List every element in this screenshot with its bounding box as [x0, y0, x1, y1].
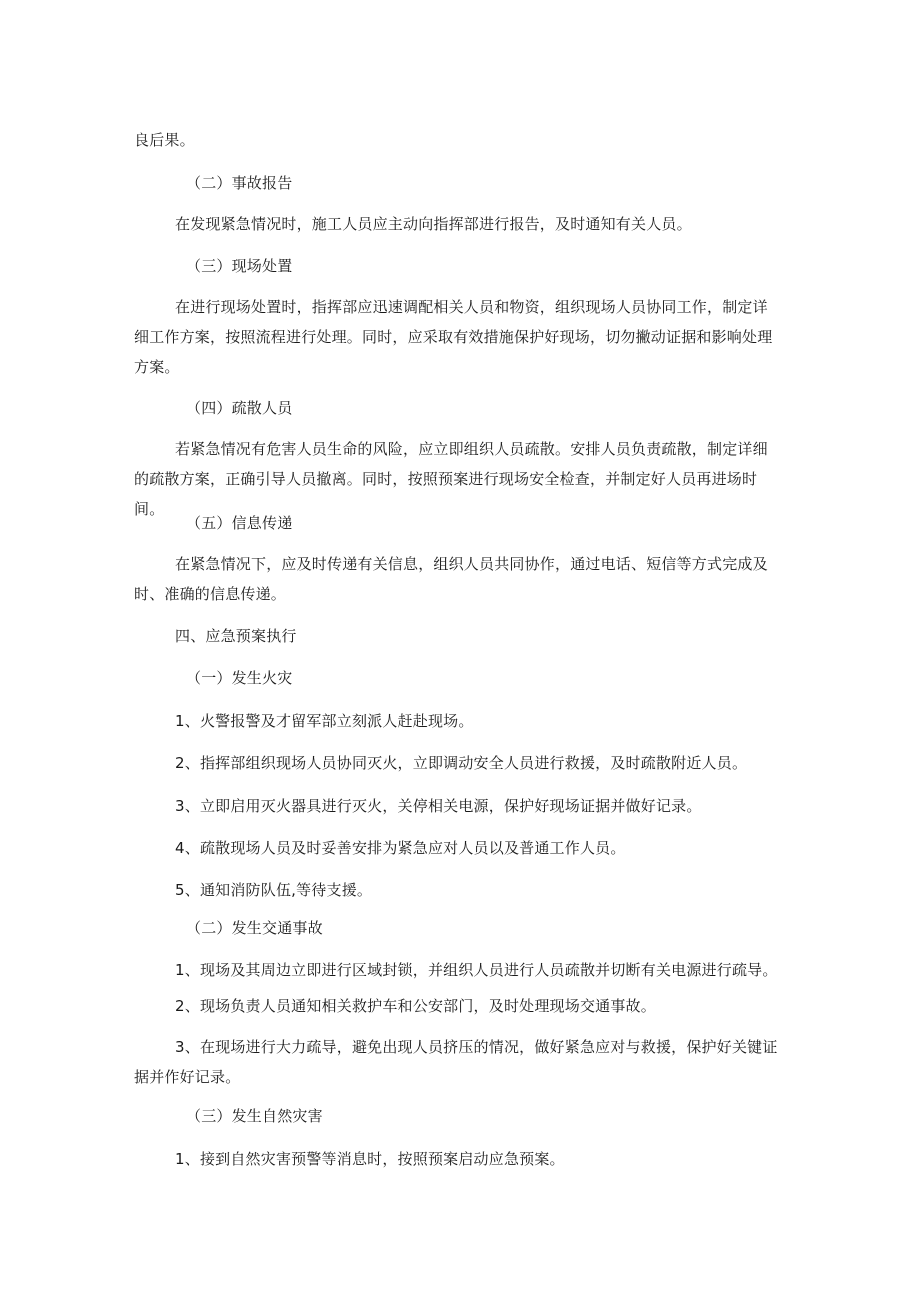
section-heading-fire: （一）发生火灾: [186, 669, 293, 687]
section-heading-traffic: （二）发生交通事故: [186, 919, 323, 937]
section-heading-incident-report: （二）事故报告: [186, 174, 293, 192]
section-heading-onsite-handling: （三）现场处置: [186, 257, 293, 275]
list-item-traffic-2: 2、现场负责人员通知相关救护车和公安部门，及时处理现场交通事故。: [175, 997, 656, 1015]
paragraph-continuation: 良后果。: [134, 131, 195, 149]
list-item-traffic-1: 1、现场及其周边立即进行区域封锁，并组织人员进行人员疏散并切断有关电源进行疏导。: [175, 961, 778, 979]
list-item-fire-1: 1、火警报警及才留军部立刻派人赶赴现场。: [175, 712, 474, 730]
paragraph-onsite-handling: 在进行现场处置时，指挥部应迅速调配相关人员和物资，组织现场人员协同工作，制定详细工作方案，按照流程进行处理。同时，应采取有效措施保护好现场，切勿撇动证据和影响处理方案。: [134, 298, 773, 376]
paragraph-evacuation: 若紧急情况有危害人员生命的风险，应立即组织人员疏散。安排人员负责疏散，制定详细的疏散方案，正确引导人员撤离。同时，按照预案进行现场安全检查，并制定好人员再进场时间。: [134, 440, 768, 518]
list-item-traffic-3: 3、在现场进行大力疏导，避免出现人员挤压的情况，做好紧急应对与救援，保护好关键证据并作好记录。: [134, 1038, 778, 1086]
section-heading-evacuation: （四）疏散人员: [186, 399, 293, 417]
list-item-fire-4: 4、疏散现场人员及时妥善安排为紧急应对人员以及普通工作人员。: [175, 839, 626, 857]
paragraph-info-transfer: 在紧急情况下，应及时传递有关信息，组织人员共同协作，通过电话、短信等方式完成及时、准确的信息传递。: [134, 555, 768, 603]
list-item-fire-5: 5、通知消防队伍,等待支援。: [175, 881, 373, 899]
list-item-disaster-1: 1、接到自然灾害预警等消息时，按照预案启动应急预案。: [175, 1150, 565, 1168]
section-heading-natural-disaster: （三）发生自然灾害: [186, 1107, 323, 1125]
list-item-fire-2: 2、指挥部组织现场人员协同灭火，立即调动安全人员进行救援，及时疏散附近人员。: [175, 754, 748, 772]
paragraph-incident-report: 在发现紧急情况时，施工人员应主动向指挥部进行报告，及时通知有关人员。: [175, 215, 692, 233]
section-heading-info-transfer: （五）信息传递: [186, 514, 293, 532]
chapter-heading-plan-execution: 四、应急预案执行: [175, 627, 297, 645]
list-item-fire-3: 3、立即启用灭火器具进行灭火，关停相关电源，保护好现场证据并做好记录。: [175, 797, 702, 815]
